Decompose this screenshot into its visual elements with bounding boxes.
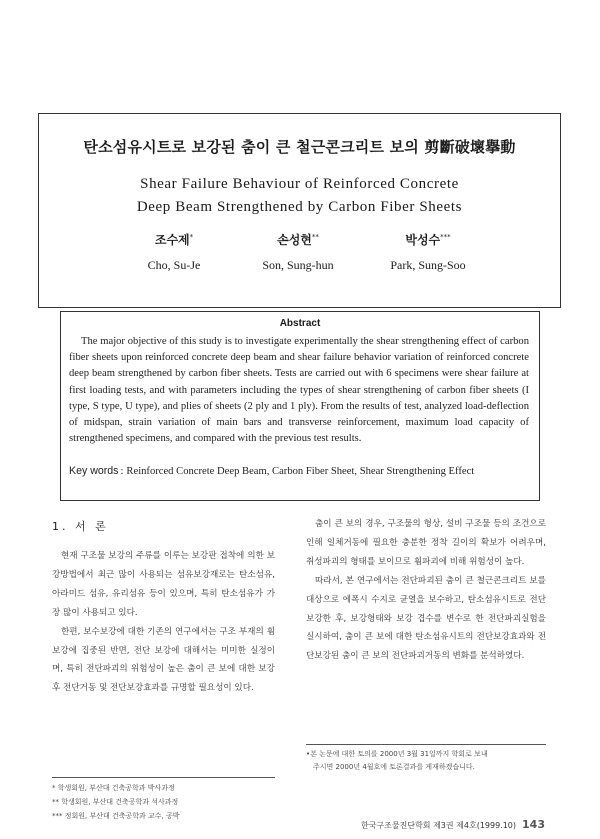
- journal-citation: 한국구조물진단학회 제3권 제4호(1999.10): [360, 821, 517, 830]
- right-column: [306, 515, 546, 666]
- page-number: 143: [522, 818, 545, 831]
- keywords-colon: :: [120, 466, 124, 477]
- author-3-korean: 박성수: [405, 233, 441, 247]
- english-title-line-1: Shear Failure Behaviour of Reinforced Concrete: [140, 176, 459, 192]
- discussion-note: [306, 748, 546, 774]
- author-3-mark: ***: [440, 233, 451, 241]
- author-footnotes: [52, 781, 282, 823]
- title-block: [38, 113, 561, 308]
- author-2-mark: **: [311, 233, 319, 241]
- korean-title: 탄소섬유시트로 보강된 춤이 큰 철근콘크리트 보의 剪斷破壞擧動: [83, 138, 516, 156]
- abstract-body: The major objective of this study is to investigate experimentally the shear strengthening effect of carbon fiber sheets upon reinforced concrete deep beam and shear failure behavior variation of reinforced concrete deep beam strengthened by carbon fiber sheets. Tests are carried out with 6 specimens were shear failure at first loading tests, and with parameters including the types of shear strengthening of carbon fiber sheets (I type, S type, U type), and plies of sheets (2 ply and 1 ply). From the results of test, analyzed load-deflection of midspan, strain variation of main bars and transverse reinforcement, maximum load capacity of strengthened specimens, and compared with the previous test results.: [69, 336, 529, 445]
- footnote-rule-left: [52, 777, 275, 778]
- keywords-text: Reinforced Concrete Deep Beam, Carbon Fiber Sheet, Shear Strengthening Effect: [126, 466, 475, 477]
- keywords-label: Key words: [69, 465, 119, 477]
- footnote-2: ** 학생회원, 부산대 건축공학과 석사과정: [52, 798, 179, 806]
- discussion-note-line-2: 주시면 2000년 4월호에 토론결과를 게재하겠습니다.: [313, 763, 475, 771]
- journal-footer: [361, 818, 545, 831]
- abstract-block: [60, 311, 540, 501]
- author-1-korean: 조수제: [154, 233, 190, 247]
- right-paragraph-1: 춤이 큰 보의 경우, 구조물의 형상, 설비 구조물 등의 조건으로 인해 일체거동에 필요한 충분한 정착 길이의 확보가 어려우며, 취성파괴의 형태를 보이므로 휨파괴에 비해 위험성이 높다.: [306, 519, 546, 567]
- footnote-3: *** 정회원, 부산대 건축공학과 교수, 공박: [52, 812, 180, 820]
- author-1-english: Cho, Su-Je: [147, 258, 201, 272]
- left-paragraph-1: 현재 구조물 보강의 주류를 이루는 보강판 접착에 의한 보강방법에서 최근 많이 사용되는 섬유보강재로는 탄소섬유, 아라미드 섬유, 유리섬유 등이 있으며, 특히 탄소섬유가 가장 많이 사용되고 있다.: [52, 551, 275, 618]
- right-paragraph-2: 따라서, 본 연구에서는 전단파괴된 춤이 큰 철근콘크리트 보를 대상으로 에폭시 수지로 균열을 보수하고, 탄소섬유시트로 전단보강한 후, 보강형태와 보강 겹수를 변수로 한 전단파괴실험을 실시하여, 춤이 큰 보에 대한 탄소섬유시트의 전단보강효과와 전단보강된 춤이 큰 보의 전단파괴거동의 변화를 분석하였다.: [306, 575, 546, 662]
- footnote-1: * 학생회원, 부산대 건축공학과 박사과정: [52, 784, 175, 792]
- author-3-english: Park, Sung-Soo: [390, 258, 466, 272]
- keywords-row: [69, 464, 529, 479]
- abstract-heading: Abstract: [279, 318, 321, 329]
- section-heading: 1. 서 론: [52, 520, 109, 533]
- english-title-line-2: Deep Beam Strengthened by Carbon Fiber Sheets: [136, 199, 463, 215]
- author-1-mark: *: [189, 233, 194, 241]
- footnote-rule-right: [306, 744, 546, 745]
- left-column: [52, 547, 275, 698]
- author-2-korean: 손성현: [277, 233, 312, 247]
- left-paragraph-2: 한편, 보수보강에 대한 기존의 연구에서는 구조 부재의 휨 보강에 집중된 반면, 전단 보강에 대해서는 미미한 실정이며, 특히 전단파괴의 위험성이 높은 춤이 큰 보에 대한 보강 후 전단거동 및 전단보강효과를 규명할 필요성이 있다.: [52, 626, 275, 694]
- discussion-note-line-1: •본 논문에 대한 토의를 2000년 3월 31일까지 학회로 보내: [306, 750, 488, 758]
- author-2: [223, 231, 373, 273]
- author-2-english: Son, Sung-hun: [262, 258, 334, 272]
- author-3: [353, 231, 503, 273]
